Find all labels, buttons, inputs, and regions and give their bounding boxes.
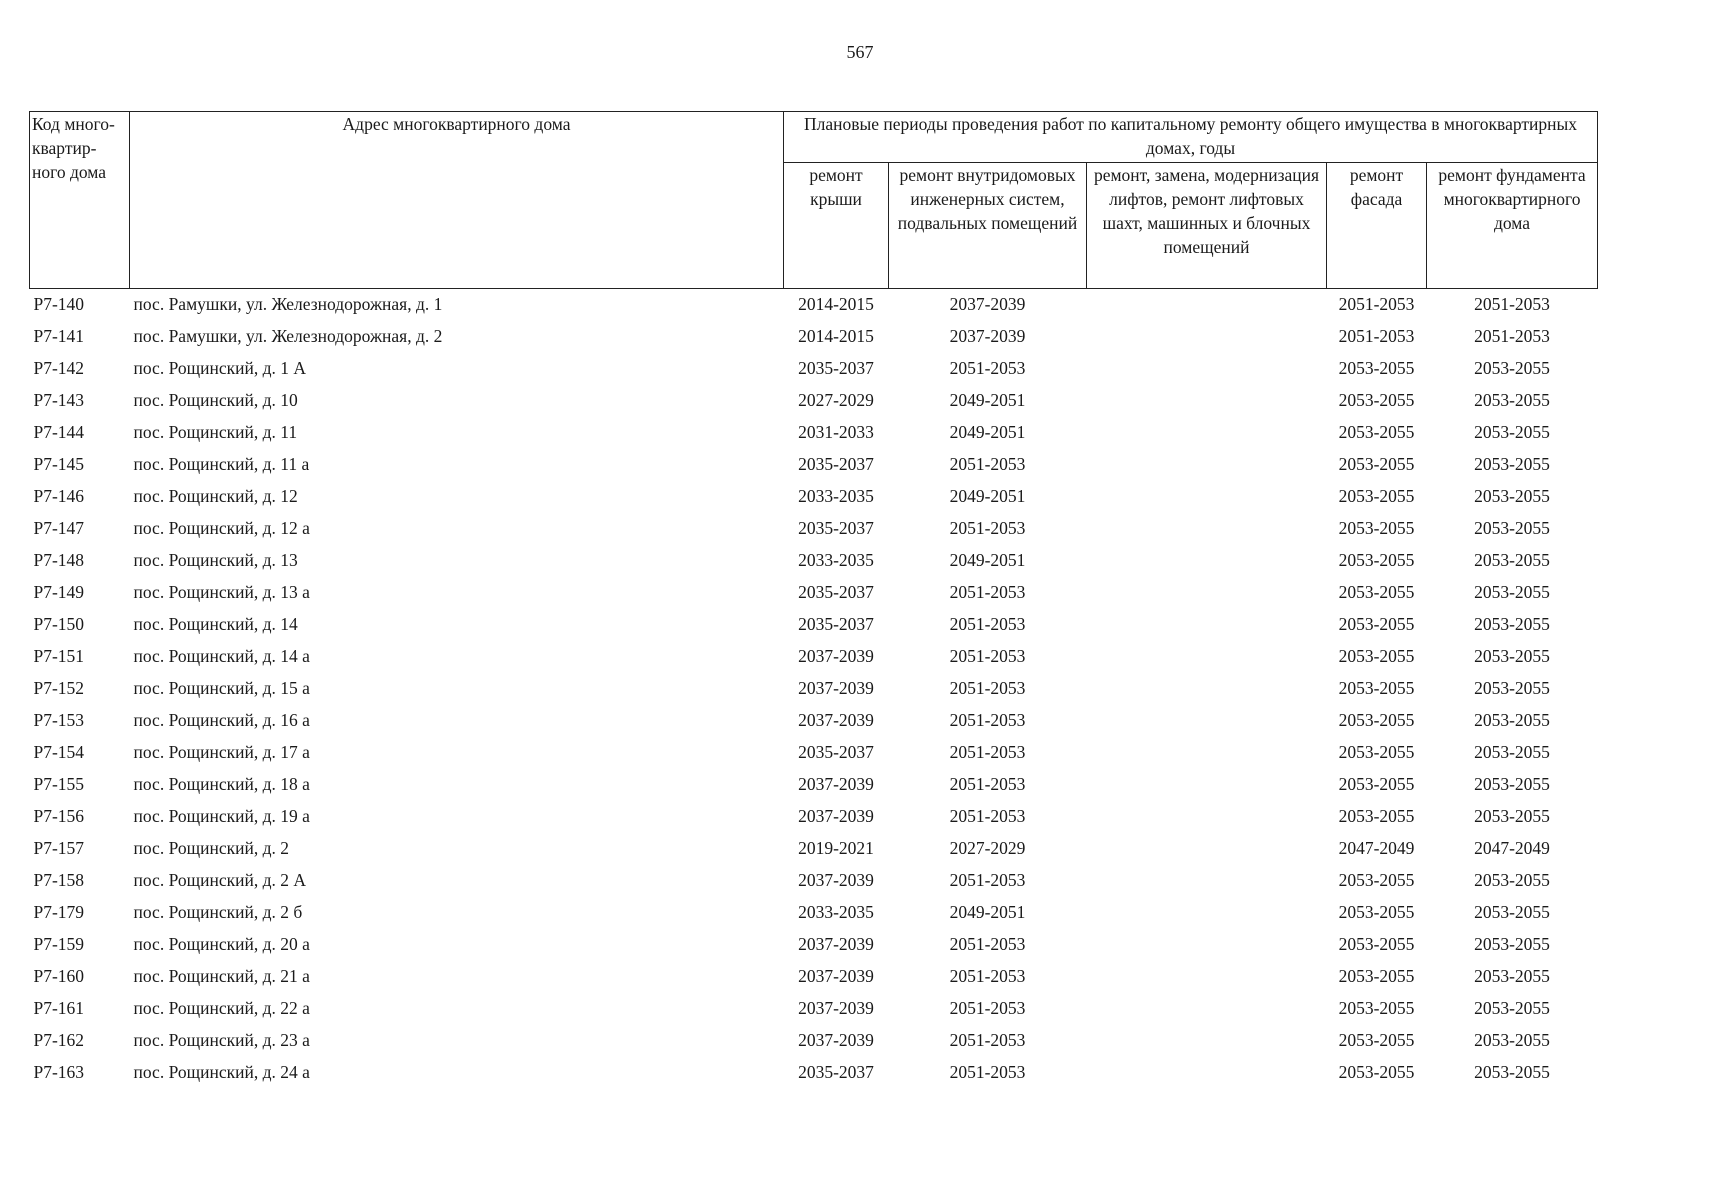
cell-engineering: 2051-2053	[949, 646, 1026, 666]
cell-roof: 2037-2039	[798, 870, 874, 890]
cell-foundation: 2053-2055	[1474, 582, 1550, 602]
column-header-elevators: ремонт, замена, модернизация лифтов, ремонт лифтовых шахт, машинных и блочных помещений	[1087, 163, 1327, 289]
table-row	[30, 580, 1598, 612]
cell-engineering: 2049-2051	[949, 390, 1026, 410]
cell-engineering: 2051-2053	[949, 1062, 1026, 1082]
cell-foundation: 2053-2055	[1474, 550, 1550, 570]
cell-engineering: 2051-2053	[949, 358, 1026, 378]
table-row	[30, 420, 1598, 452]
cell-elevators	[1087, 964, 1327, 996]
cell-foundation: 2053-2055	[1474, 518, 1550, 538]
cell-roof: 2033-2035	[798, 550, 874, 570]
cell-code: Р7-143	[33, 390, 85, 410]
table-row	[30, 932, 1598, 964]
cell-engineering: 2051-2053	[949, 614, 1026, 634]
cell-engineering: 2049-2051	[949, 422, 1026, 442]
cell-facade: 2053-2055	[1338, 678, 1415, 698]
cell-elevators	[1087, 708, 1327, 740]
cell-address: пос. Рощинский, д. 12	[133, 486, 298, 506]
table-row	[30, 644, 1598, 676]
cell-engineering: 2027-2029	[949, 838, 1026, 858]
table-row	[30, 868, 1598, 900]
cell-facade: 2053-2055	[1338, 998, 1415, 1018]
cell-engineering: 2037-2039	[949, 294, 1026, 314]
cell-roof: 2035-2037	[798, 614, 874, 634]
cell-elevators	[1087, 612, 1327, 644]
table-body	[30, 289, 1598, 1093]
table-row	[30, 708, 1598, 740]
cell-address: пос. Рощинский, д. 16 а	[133, 710, 310, 730]
cell-code: Р7-156	[33, 806, 85, 826]
cell-address: пос. Рощинский, д. 20 а	[133, 934, 310, 954]
cell-elevators	[1087, 932, 1327, 964]
cell-facade: 2053-2055	[1338, 422, 1415, 442]
cell-facade: 2053-2055	[1338, 742, 1415, 762]
table-row	[30, 740, 1598, 772]
cell-address: пос. Рощинский, д. 2 б	[133, 902, 303, 922]
cell-foundation: 2053-2055	[1474, 390, 1550, 410]
cell-elevators	[1087, 420, 1327, 452]
cell-code: Р7-162	[33, 1030, 85, 1050]
cell-code: Р7-145	[33, 454, 85, 474]
cell-facade: 2053-2055	[1338, 614, 1415, 634]
cell-address: пос. Рощинский, д. 24 а	[133, 1062, 310, 1082]
column-header-engineering: ремонт внутридомовых инженерных систем, подвальных помещений	[889, 163, 1087, 289]
table-row	[30, 388, 1598, 420]
cell-foundation: 2053-2055	[1474, 1030, 1550, 1050]
cell-foundation: 2051-2053	[1474, 326, 1550, 346]
column-header-roof: ремонт крыши	[784, 163, 889, 289]
cell-roof: 2031-2033	[798, 422, 874, 442]
cell-elevators	[1087, 452, 1327, 484]
cell-foundation: 2051-2053	[1474, 294, 1550, 314]
cell-address: пос. Рощинский, д. 12 а	[133, 518, 310, 538]
cell-address: пос. Рощинский, д. 15 а	[133, 678, 310, 698]
cell-roof: 2037-2039	[798, 966, 874, 986]
cell-address: пос. Рощинский, д. 13 а	[133, 582, 310, 602]
cell-elevators	[1087, 676, 1327, 708]
cell-elevators	[1087, 484, 1327, 516]
cell-code: Р7-158	[33, 870, 85, 890]
table-row	[30, 356, 1598, 388]
cell-roof: 2035-2037	[798, 518, 874, 538]
cell-elevators	[1087, 580, 1327, 612]
cell-elevators	[1087, 740, 1327, 772]
cell-elevators	[1087, 548, 1327, 580]
table-row	[30, 996, 1598, 1028]
cell-facade: 2051-2053	[1338, 326, 1415, 346]
cell-address: пос. Рощинский, д. 11	[133, 422, 298, 442]
cell-elevators	[1087, 289, 1327, 325]
cell-address: пос. Рощинский, д. 10	[133, 390, 298, 410]
cell-engineering: 2051-2053	[949, 454, 1026, 474]
cell-facade: 2053-2055	[1338, 582, 1415, 602]
cell-elevators	[1087, 772, 1327, 804]
cell-address: пос. Рощинский, д. 2 А	[133, 870, 306, 890]
page-number: 567	[846, 42, 874, 62]
cell-address: пос. Рощинский, д. 13	[133, 550, 298, 570]
column-header-code: Код много-квартир-ного дома	[30, 112, 130, 289]
cell-foundation: 2053-2055	[1474, 422, 1550, 442]
cell-foundation: 2053-2055	[1474, 614, 1550, 634]
repair-plan-table	[29, 111, 1598, 1092]
table-row	[30, 772, 1598, 804]
table-row	[30, 964, 1598, 996]
cell-elevators	[1087, 388, 1327, 420]
cell-roof: 2037-2039	[798, 934, 874, 954]
table-row	[30, 548, 1598, 580]
cell-roof: 2035-2037	[798, 358, 874, 378]
cell-engineering: 2051-2053	[949, 742, 1026, 762]
cell-roof: 2037-2039	[798, 774, 874, 794]
cell-facade: 2053-2055	[1338, 358, 1415, 378]
cell-elevators	[1087, 836, 1327, 868]
cell-foundation: 2053-2055	[1474, 678, 1550, 698]
cell-address: пос. Рощинский, д. 11 а	[133, 454, 310, 474]
table-row	[30, 612, 1598, 644]
table-row	[30, 289, 1598, 325]
cell-elevators	[1087, 900, 1327, 932]
cell-code: Р7-149	[33, 582, 85, 602]
cell-facade: 2053-2055	[1338, 934, 1415, 954]
table-row	[30, 676, 1598, 708]
cell-roof: 2037-2039	[798, 1030, 874, 1050]
cell-code: Р7-150	[33, 614, 85, 634]
cell-code: Р7-141	[33, 326, 85, 346]
cell-elevators	[1087, 1028, 1327, 1060]
cell-facade: 2053-2055	[1338, 390, 1415, 410]
cell-roof: 2033-2035	[798, 486, 874, 506]
cell-foundation: 2053-2055	[1474, 358, 1550, 378]
cell-engineering: 2051-2053	[949, 678, 1026, 698]
cell-engineering: 2051-2053	[949, 1030, 1026, 1050]
cell-foundation: 2053-2055	[1474, 486, 1550, 506]
cell-address: пос. Рощинский, д. 2	[133, 838, 289, 858]
cell-code: Р7-152	[33, 678, 85, 698]
cell-foundation: 2053-2055	[1474, 806, 1550, 826]
cell-address: пос. Рощинский, д. 14 а	[133, 646, 310, 666]
cell-engineering: 2051-2053	[949, 870, 1026, 890]
cell-address: пос. Рощинский, д. 1 А	[133, 358, 306, 378]
cell-facade: 2053-2055	[1338, 774, 1415, 794]
table-row	[30, 516, 1598, 548]
cell-engineering: 2051-2053	[949, 966, 1026, 986]
cell-foundation: 2053-2055	[1474, 710, 1550, 730]
column-header-facade: ремонт фасада	[1327, 163, 1427, 289]
cell-elevators	[1087, 644, 1327, 676]
cell-foundation: 2053-2055	[1474, 966, 1550, 986]
cell-code: Р7-146	[33, 486, 85, 506]
column-header-address: Адрес многоквартирного дома	[130, 112, 784, 289]
cell-code: Р7-155	[33, 774, 85, 794]
cell-engineering: 2037-2039	[949, 326, 1026, 346]
table-row	[30, 484, 1598, 516]
cell-code: Р7-161	[33, 998, 85, 1018]
cell-foundation: 2053-2055	[1474, 934, 1550, 954]
cell-engineering: 2051-2053	[949, 518, 1026, 538]
cell-code: Р7-160	[33, 966, 85, 986]
cell-roof: 2035-2037	[798, 454, 874, 474]
cell-facade: 2053-2055	[1338, 518, 1415, 538]
cell-roof: 2037-2039	[798, 806, 874, 826]
table-row	[30, 804, 1598, 836]
cell-address: пос. Рощинский, д. 23 а	[133, 1030, 310, 1050]
cell-foundation: 2053-2055	[1474, 870, 1550, 890]
table-container	[29, 111, 1598, 1092]
cell-address: пос. Рощинский, д. 14	[133, 614, 298, 634]
cell-elevators	[1087, 804, 1327, 836]
cell-roof: 2037-2039	[798, 678, 874, 698]
table-row	[30, 836, 1598, 868]
cell-roof: 2033-2035	[798, 902, 874, 922]
cell-facade: 2053-2055	[1338, 806, 1415, 826]
cell-roof: 2035-2037	[798, 1062, 874, 1082]
cell-code: Р7-148	[33, 550, 85, 570]
cell-address: пос. Рощинский, д. 22 а	[133, 998, 310, 1018]
cell-facade: 2053-2055	[1338, 646, 1415, 666]
cell-engineering: 2051-2053	[949, 710, 1026, 730]
cell-code: Р7-153	[33, 710, 85, 730]
table-row	[30, 452, 1598, 484]
cell-elevators	[1087, 516, 1327, 548]
cell-foundation: 2053-2055	[1474, 1062, 1550, 1082]
cell-roof: 2027-2029	[798, 390, 874, 410]
column-group-header-periods: Плановые периоды проведения работ по капитальному ремонту общего имущества в многоквартирных домах, годы	[784, 112, 1598, 163]
cell-address: пос. Рамушки, ул. Железнодорожная, д. 2	[133, 326, 443, 346]
cell-foundation: 2053-2055	[1474, 902, 1550, 922]
cell-engineering: 2051-2053	[949, 806, 1026, 826]
cell-address: пос. Рощинский, д. 17 а	[133, 742, 310, 762]
cell-facade: 2053-2055	[1338, 710, 1415, 730]
cell-engineering: 2051-2053	[949, 582, 1026, 602]
cell-facade: 2053-2055	[1338, 550, 1415, 570]
cell-code: Р7-154	[33, 742, 85, 762]
cell-code: Р7-140	[33, 294, 85, 314]
cell-facade: 2053-2055	[1338, 1062, 1415, 1082]
cell-code: Р7-147	[33, 518, 85, 538]
table-row	[30, 1028, 1598, 1060]
cell-facade: 2047-2049	[1338, 838, 1415, 858]
cell-roof: 2014-2015	[798, 326, 874, 346]
cell-address: пос. Рощинский, д. 19 а	[133, 806, 310, 826]
cell-foundation: 2053-2055	[1474, 774, 1550, 794]
cell-roof: 2019-2021	[798, 838, 874, 858]
cell-foundation: 2053-2055	[1474, 998, 1550, 1018]
cell-address: пос. Рощинский, д. 18 а	[133, 774, 310, 794]
cell-facade: 2053-2055	[1338, 1030, 1415, 1050]
cell-foundation: 2053-2055	[1474, 454, 1550, 474]
cell-roof: 2035-2037	[798, 742, 874, 762]
cell-address: пос. Рощинский, д. 21 а	[133, 966, 310, 986]
cell-code: Р7-163	[33, 1062, 85, 1082]
cell-foundation: 2053-2055	[1474, 646, 1550, 666]
cell-code: Р7-179	[33, 902, 85, 922]
cell-elevators	[1087, 868, 1327, 900]
cell-elevators	[1087, 324, 1327, 356]
table-row	[30, 1060, 1598, 1092]
cell-engineering: 2049-2051	[949, 550, 1026, 570]
cell-facade: 2053-2055	[1338, 902, 1415, 922]
cell-code: Р7-151	[33, 646, 85, 666]
table-header	[30, 112, 1598, 289]
cell-engineering: 2051-2053	[949, 774, 1026, 794]
cell-facade: 2053-2055	[1338, 454, 1415, 474]
cell-roof: 2037-2039	[798, 998, 874, 1018]
cell-elevators	[1087, 356, 1327, 388]
cell-facade: 2051-2053	[1338, 294, 1415, 314]
cell-roof: 2035-2037	[798, 582, 874, 602]
cell-roof: 2014-2015	[798, 294, 874, 314]
table-row	[30, 324, 1598, 356]
cell-code: Р7-142	[33, 358, 85, 378]
cell-engineering: 2049-2051	[949, 486, 1026, 506]
cell-elevators	[1087, 996, 1327, 1028]
table-row	[30, 900, 1598, 932]
cell-code: Р7-159	[33, 934, 85, 954]
cell-engineering: 2051-2053	[949, 998, 1026, 1018]
cell-roof: 2037-2039	[798, 646, 874, 666]
cell-facade: 2053-2055	[1338, 870, 1415, 890]
cell-foundation: 2053-2055	[1474, 742, 1550, 762]
cell-foundation: 2047-2049	[1474, 838, 1550, 858]
cell-elevators	[1087, 1060, 1327, 1092]
cell-code: Р7-144	[33, 422, 85, 442]
cell-roof: 2037-2039	[798, 710, 874, 730]
cell-engineering: 2051-2053	[949, 934, 1026, 954]
column-header-foundation: ремонт фундамента многоквартирного дома	[1427, 163, 1598, 289]
cell-facade: 2053-2055	[1338, 966, 1415, 986]
cell-engineering: 2049-2051	[949, 902, 1026, 922]
cell-facade: 2053-2055	[1338, 486, 1415, 506]
cell-code: Р7-157	[33, 838, 85, 858]
cell-address: пос. Рамушки, ул. Железнодорожная, д. 1	[133, 294, 443, 314]
